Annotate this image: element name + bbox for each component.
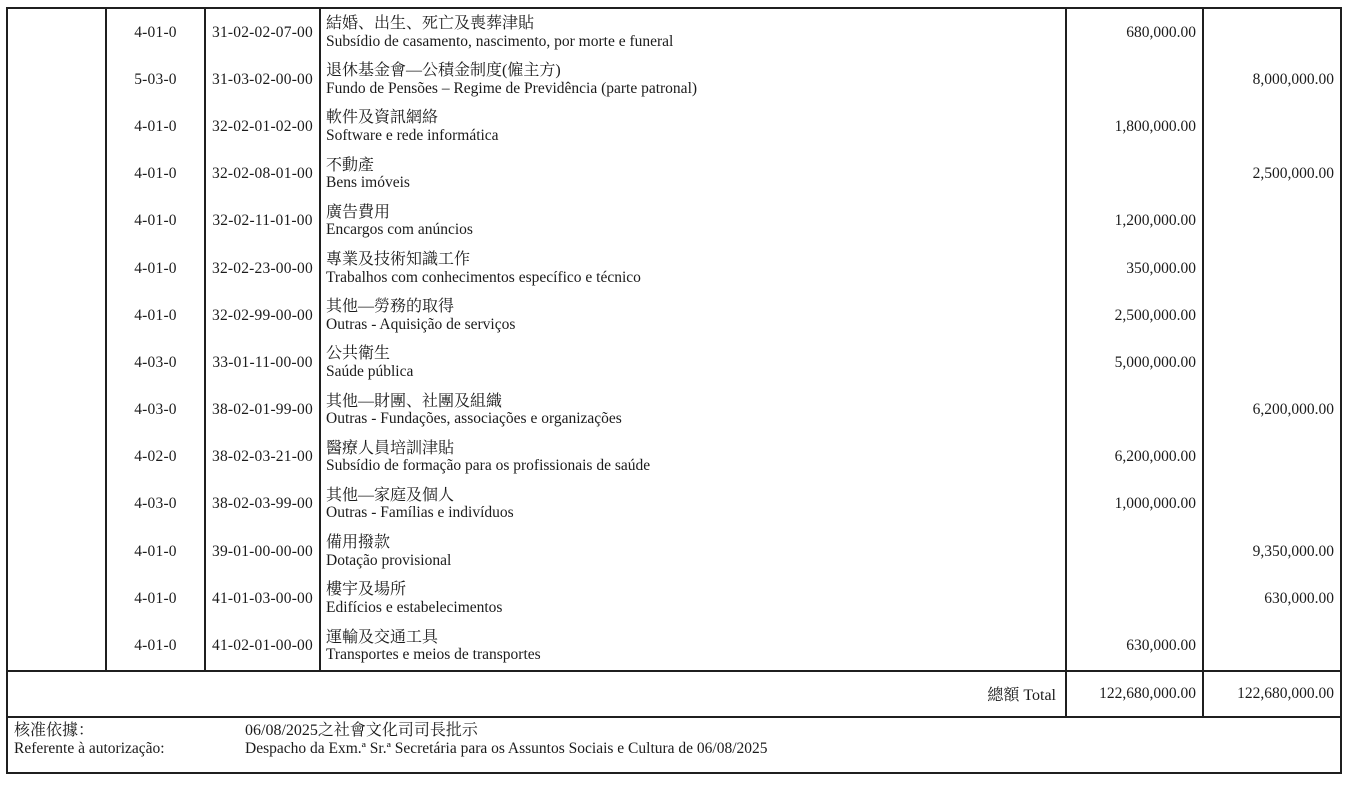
budget-table-body: [8, 9, 1340, 670]
description-portuguese: Trabalhos com conhecimentos específico e técnico: [326, 268, 641, 286]
economic-code-cell: 41-01-03-00-00: [206, 575, 321, 622]
total-row: [8, 670, 1340, 716]
table-row: [8, 56, 1340, 103]
total-label: 總額 Total: [8, 672, 1067, 716]
economic-code-cell: 33-01-11-00-00: [206, 339, 321, 386]
functional-code-cell: 4-02-0: [107, 434, 206, 481]
description-portuguese: Subsídio de formação para os profissionais de saúde: [326, 457, 651, 475]
description-chinese: 其他—勞務的取得: [326, 298, 455, 316]
gutter-cell: [8, 151, 107, 198]
budget-document-page: [6, 7, 1342, 774]
description-cell: [321, 528, 1067, 575]
description-chinese: 退休基金會—公積金制度(僱主方): [326, 62, 561, 80]
description-chinese: 備用撥款: [326, 534, 391, 552]
amount-column2-cell: [1204, 245, 1340, 292]
description-chinese: 樓宇及場所: [326, 581, 407, 599]
authorization-value-portuguese: Despacho da Exm.ª Sr.ª Secretária para os Assuntos Sociais e Cultura de 06/08/2025: [245, 740, 768, 758]
economic-code-cell: 31-03-02-00-00: [206, 56, 321, 103]
economic-code-cell: 32-02-08-01-00: [206, 151, 321, 198]
functional-code-cell: 4-01-0: [107, 103, 206, 150]
economic-code-cell: 38-02-03-99-00: [206, 481, 321, 528]
amount-column2-cell: [1204, 103, 1340, 150]
amount-column2-cell: 630,000.00: [1264, 589, 1334, 607]
budget-table: [6, 7, 1342, 718]
description-portuguese: Software e rede informática: [326, 126, 499, 144]
functional-code-cell: 4-01-0: [107, 151, 206, 198]
amount-column1-cell: 1,200,000.00: [1067, 198, 1204, 245]
description-portuguese: Dotação provisional: [326, 551, 452, 569]
gutter-cell: [8, 198, 107, 245]
table-row: [8, 434, 1340, 481]
description-cell: [321, 622, 1067, 669]
economic-code-cell: 32-02-99-00-00: [206, 292, 321, 339]
economic-code-cell: 41-02-01-00-00: [206, 622, 321, 669]
amount-column2-cell: [1204, 339, 1340, 386]
authorization-label: [8, 722, 245, 772]
table-row: [8, 387, 1340, 434]
functional-code-cell: 5-03-0: [107, 56, 206, 103]
economic-code-cell: 32-02-23-00-00: [206, 245, 321, 292]
description-cell: [321, 434, 1067, 481]
gutter-cell: [8, 575, 107, 622]
amount-column2-cell: [1204, 434, 1340, 481]
description-portuguese: Transportes e meios de transportes: [326, 646, 541, 664]
authorization-label-portuguese: Referente à autorização:: [14, 740, 165, 758]
gutter-cell: [8, 434, 107, 481]
amount-column1-cell: 1,800,000.00: [1067, 103, 1204, 150]
table-row: [8, 339, 1340, 386]
table-row: [8, 245, 1340, 292]
amount-column1-cell: 5,000,000.00: [1067, 339, 1204, 386]
table-row: [8, 292, 1340, 339]
table-row: [8, 151, 1340, 198]
economic-code-cell: 32-02-01-02-00: [206, 103, 321, 150]
functional-code-cell: 4-01-0: [107, 622, 206, 669]
gutter-cell: [8, 622, 107, 669]
amount-column2-cell: [1204, 292, 1340, 339]
description-chinese: 其他—財團、社團及組織: [326, 392, 503, 410]
table-row: [8, 528, 1340, 575]
total-amount-column2: 122,680,000.00: [1237, 684, 1334, 702]
gutter-cell: [8, 481, 107, 528]
gutter-cell: [8, 245, 107, 292]
amount-column1-cell: [1067, 56, 1204, 103]
amount-column2-cell: 2,500,000.00: [1252, 165, 1334, 183]
amount-column1-cell: [1067, 528, 1204, 575]
economic-code-cell: 38-02-03-21-00: [206, 434, 321, 481]
description-chinese: 結婚、出生、死亡及喪葬津貼: [326, 15, 535, 33]
description-cell: [321, 9, 1067, 56]
amount-column1-cell: 2,500,000.00: [1067, 292, 1204, 339]
amount-column2-cell: 6,200,000.00: [1252, 401, 1334, 419]
description-cell: [321, 575, 1067, 622]
description-chinese: 專業及技術知識工作: [326, 251, 471, 269]
table-row: [8, 198, 1340, 245]
amount-column2-cell: 9,350,000.00: [1252, 542, 1334, 560]
description-chinese: 運輸及交通工具: [326, 628, 439, 646]
economic-code-cell: 38-02-01-99-00: [206, 387, 321, 434]
table-row: [8, 575, 1340, 622]
amount-column2-cell: [1204, 481, 1340, 528]
authorization-value: [245, 722, 1340, 772]
functional-code-cell: 4-03-0: [107, 339, 206, 386]
amount-column2-cell: 8,000,000.00: [1252, 70, 1334, 88]
functional-code-cell: 4-01-0: [107, 9, 206, 56]
description-cell: [321, 151, 1067, 198]
functional-code-cell: 4-01-0: [107, 245, 206, 292]
functional-code-cell: 4-03-0: [107, 387, 206, 434]
description-chinese: 醫療人員培訓津貼: [326, 439, 455, 457]
functional-code-cell: 4-01-0: [107, 198, 206, 245]
description-cell: [321, 198, 1067, 245]
description-cell: [321, 103, 1067, 150]
total-amount-column1: 122,680,000.00: [1067, 672, 1204, 716]
description-portuguese: Encargos com anúncios: [326, 221, 473, 239]
functional-code-cell: 4-03-0: [107, 481, 206, 528]
description-chinese: 公共衛生: [326, 345, 391, 363]
description-cell: [321, 56, 1067, 103]
description-cell: [321, 387, 1067, 434]
gutter-cell: [8, 56, 107, 103]
description-cell: [321, 292, 1067, 339]
description-portuguese: Fundo de Pensões – Regime de Previdência (parte patronal): [326, 79, 698, 97]
table-row: [8, 622, 1340, 669]
amount-column2-cell: [1204, 622, 1340, 669]
description-chinese: 其他—家庭及個人: [326, 486, 455, 504]
amount-column1-cell: 630,000.00: [1067, 622, 1204, 669]
economic-code-cell: 32-02-11-01-00: [206, 198, 321, 245]
description-cell: [321, 339, 1067, 386]
gutter-cell: [8, 9, 107, 56]
description-portuguese: Outras - Fundações, associações e organizações: [326, 410, 622, 428]
gutter-cell: [8, 103, 107, 150]
table-row: [8, 481, 1340, 528]
amount-column1-cell: 680,000.00: [1067, 9, 1204, 56]
description-portuguese: Saúde pública: [326, 362, 414, 380]
functional-code-cell: 4-01-0: [107, 292, 206, 339]
authorization-section: [6, 718, 1342, 774]
description-portuguese: Subsídio de casamento, nascimento, por morte e funeral: [326, 32, 674, 50]
amount-column1-cell: [1067, 151, 1204, 198]
amount-column1-cell: 1,000,000.00: [1067, 481, 1204, 528]
functional-code-cell: 4-01-0: [107, 575, 206, 622]
description-chinese: 廣告費用: [326, 203, 391, 221]
amount-column1-cell: 6,200,000.00: [1067, 434, 1204, 481]
description-chinese: 不動產: [326, 156, 375, 174]
description-portuguese: Edifícios e estabelecimentos: [326, 598, 503, 616]
authorization-value-chinese: 06/08/2025之社會文化司司長批示: [245, 721, 478, 739]
description-chinese: 軟件及資訊網絡: [326, 109, 439, 127]
description-cell: [321, 481, 1067, 528]
economic-code-cell: 39-01-00-00-00: [206, 528, 321, 575]
amount-column2-cell: [1204, 198, 1340, 245]
amount-column1-cell: [1067, 575, 1204, 622]
table-row: [8, 9, 1340, 56]
authorization-label-chinese: 核准依據：: [14, 721, 95, 739]
table-row: [8, 103, 1340, 150]
gutter-cell: [8, 339, 107, 386]
gutter-cell: [8, 292, 107, 339]
functional-code-cell: 4-01-0: [107, 528, 206, 575]
description-cell: [321, 245, 1067, 292]
amount-column2-cell: [1204, 9, 1340, 56]
amount-column1-cell: 350,000.00: [1067, 245, 1204, 292]
description-portuguese: Bens imóveis: [326, 174, 410, 192]
gutter-cell: [8, 387, 107, 434]
gutter-cell: [8, 528, 107, 575]
amount-column1-cell: [1067, 387, 1204, 434]
economic-code-cell: 31-02-02-07-00: [206, 9, 321, 56]
description-portuguese: Outras - Aquisição de serviços: [326, 315, 516, 333]
description-portuguese: Outras - Famílias e indivíduos: [326, 504, 514, 522]
